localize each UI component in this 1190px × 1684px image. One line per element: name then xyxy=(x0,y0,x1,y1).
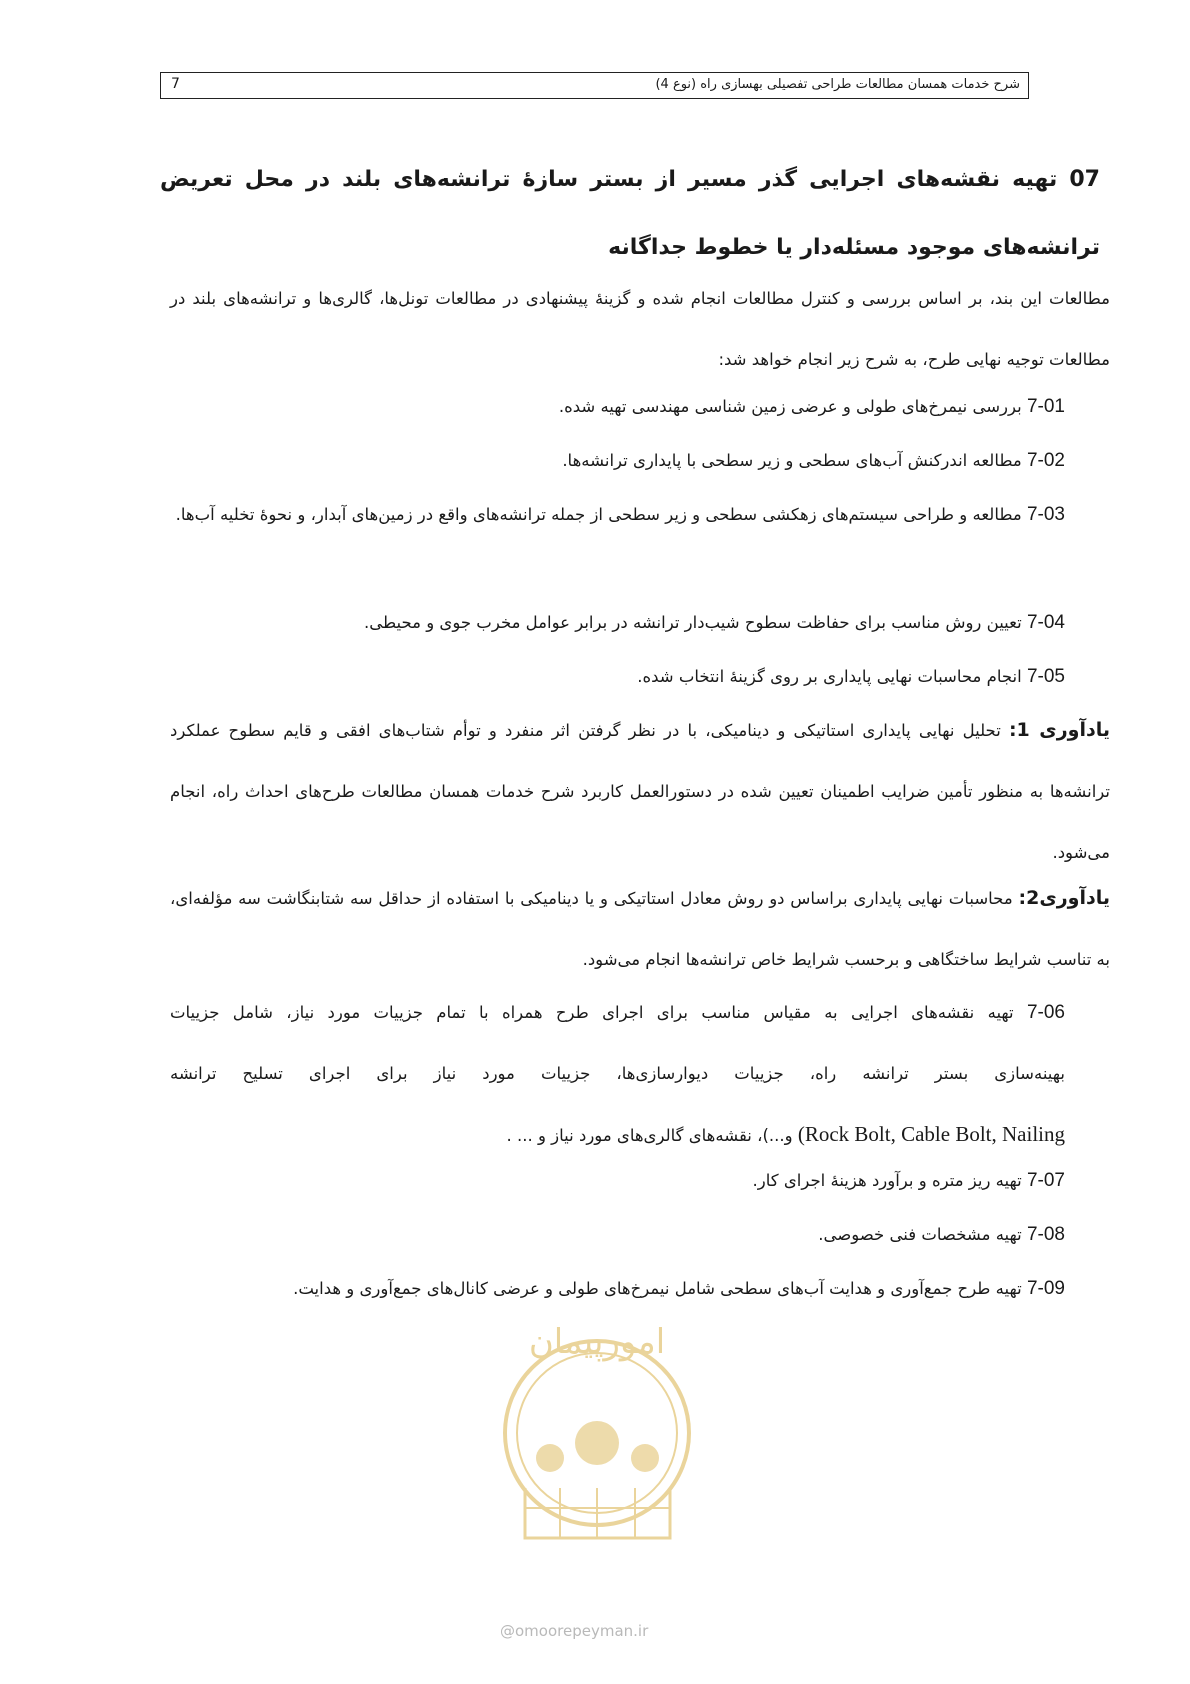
note-text: محاسبات نهایی پایداری براساس دو روش معادل استاتیکی و یا دینامیکی با استفاده از حداقل سه شتابنگاشت سه مؤلفه‌ای، به تناسب شرایط ساختگاهی و برحسب شرایط خاص ترانشه‌ها انجام می‌شود. xyxy=(170,889,1110,969)
item-text: تهیه ریز متره و برآورد هزینۀ اجرای کار. xyxy=(752,1171,1022,1190)
item-text: مطالعه و طراحی سیستم‌های زهکشی سطحی و زیر سطحی از جمله ترانشه‌های واقع در زمین‌های آبدار، و نحوۀ تخلیه آب‌ها. xyxy=(175,505,1022,524)
watermark-domain: @omoorepeyman.ir xyxy=(500,1622,649,1640)
item-number: 7-04 xyxy=(1026,612,1065,633)
item-08 xyxy=(818,1204,1065,1265)
item-06 xyxy=(170,982,1065,1166)
item-04 xyxy=(364,592,1065,653)
note-2 xyxy=(170,868,1110,990)
item-number: 7-08 xyxy=(1026,1224,1065,1245)
item-06-line-1 xyxy=(170,982,1065,1043)
item-text: تهیه طرح جمع‌آوری و هدایت آب‌های سطحی شامل نیمرخ‌های طولی و عرضی کانال‌های جمع‌آوری و هدایت. xyxy=(293,1279,1022,1298)
item-07 xyxy=(753,1150,1066,1211)
item-number: 7-05 xyxy=(1026,666,1065,687)
item-number: 7-01 xyxy=(1026,396,1065,417)
item-text: انجام محاسبات نهایی پایداری بر روی گزینۀ انتخاب شده. xyxy=(637,667,1022,686)
item-05 xyxy=(637,646,1065,707)
item-text: تهیه نقشه‌های اجرایی به مقیاس مناسب برای اجرای طرح همراه با تمام جزییات مورد نیاز، شامل جزییات xyxy=(170,1003,1014,1022)
item-text: تعیین روش مناسب برای حفاظت سطوح شیب‌دار ترانشه در برابر عوامل مخرب جوی و محیطی. xyxy=(363,613,1022,632)
item-number: 7-09 xyxy=(1026,1278,1065,1299)
item-number: 7-02 xyxy=(1026,450,1065,471)
note-1 xyxy=(170,700,1110,883)
note-label: یادآوری 1: xyxy=(1008,719,1110,741)
watermark-logo xyxy=(485,1283,710,1613)
item-text: مطالعه اندرکنش آب‌های سطحی و زیر سطحی با پایداری ترانشه‌ها. xyxy=(562,451,1022,470)
page-header xyxy=(160,72,1029,99)
section-title: 07 تهیه نقشه‌های اجرایی گذر مسیر از بستر سازۀ ترانشه‌های بلند در محل تعریض ترانشه‌های موجود مسئله‌دار یا خطوط جداگانه xyxy=(160,167,1100,260)
watermark-text: امورپیمان xyxy=(528,1322,666,1362)
intro-paragraph: مطالعات این بند، بر اساس بررسی و کنترل مطالعات انجام شده و گزینۀ پیشنهادی در مطالعات تونل‌ها، گالری‌ها و ترانشه‌های بلند در مطالعات توجیه نهایی طرح، به شرح زیر انجام خواهد شد: xyxy=(170,289,1110,369)
item-number: 7-06 xyxy=(1026,1002,1065,1023)
item-01 xyxy=(559,376,1065,437)
item-text: تهیه مشخصات فنی خصوصی. xyxy=(818,1225,1022,1244)
header-title: شرح خدمات همسان مطالعات طراحی تفصیلی بهسازی راه (نوع 4) xyxy=(655,77,1020,92)
item-text: بررسی نیمرخ‌های طولی و عرضی زمین شناسی مهندسی تهیه شده. xyxy=(558,397,1022,416)
item-text: و...)، نقشه‌های گالری‌های مورد نیاز و ... . xyxy=(506,1126,793,1145)
item-latin-terms: (Rock Bolt, Cable Bolt, Nailing xyxy=(797,1122,1065,1146)
item-03 xyxy=(170,484,1065,545)
item-number: 7-07 xyxy=(1026,1170,1065,1191)
note-text: تحلیل نهایی پایداری استاتیکی و دینامیکی، با در نظر گرفتن اثر منفرد و توأم شتاب‌های افقی و قایم سطوح عملکرد ترانشه‌ها به منظور تأمین ضرایب اطمینان تعیین شده در دستورالعمل کاربرد شرح خدمات همسان مطالعات طرح‌های احداث راه، انجام می‌شود. xyxy=(170,721,1110,862)
page-number: 7 xyxy=(171,76,180,92)
item-06-line-2: بهینه‌سازی بستر ترانشه راه، جزییات دیوارسازی‌ها، جزییات مورد نیاز برای اجرای تسلیح ترانشه xyxy=(170,1064,1065,1083)
note-label: یادآوری2: xyxy=(1018,887,1111,909)
item-02 xyxy=(562,430,1065,491)
item-number: 7-03 xyxy=(1026,504,1065,525)
